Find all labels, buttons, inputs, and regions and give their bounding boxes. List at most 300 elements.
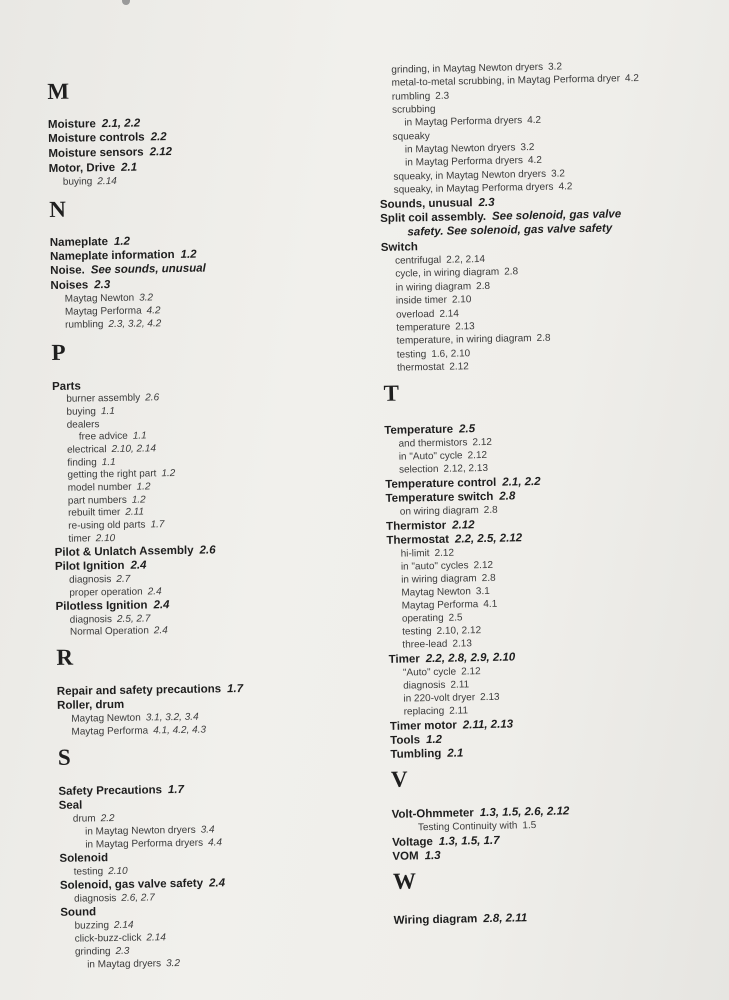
index-subterm: part numbers xyxy=(67,494,127,507)
index-subterm: squeaky, in Maytag Performa dryers xyxy=(393,181,554,196)
index-subterm: Maytag Newton xyxy=(401,586,471,599)
page-reference: 2.14 xyxy=(113,919,134,932)
page-reference: 3.1, 3.2, 3.4 xyxy=(145,711,199,724)
index-subterm: hi-limit xyxy=(400,548,430,560)
page-reference: 3.2 xyxy=(547,61,563,73)
index-term: Safety Precautions xyxy=(58,784,163,798)
index-entry xyxy=(57,684,243,698)
index-subterm: in wiring diagram xyxy=(395,281,472,294)
section-letter-text: S xyxy=(57,744,71,770)
index-subterm: on wiring diagram xyxy=(399,505,479,518)
page-reference: 4.2 xyxy=(146,305,161,317)
index-subentry xyxy=(57,713,198,725)
section-letter xyxy=(49,198,66,221)
page-reference: 1.7 xyxy=(167,783,185,797)
section-letter-text: V xyxy=(390,766,408,792)
index-subterm: Testing Continuity with xyxy=(417,820,518,834)
page-reference: 2.12 xyxy=(449,361,469,373)
index-subterm: in Maytag Performa dryers xyxy=(404,115,523,129)
index-subentry xyxy=(385,464,488,476)
page-reference: 1.2 xyxy=(136,481,151,493)
index-term: VOM xyxy=(392,850,419,863)
index-subentry xyxy=(59,825,215,837)
page-reference: 1.5 xyxy=(522,820,537,832)
index-subentry xyxy=(389,680,469,692)
index-subterm: three-lead xyxy=(402,638,448,651)
index-subentry xyxy=(60,893,155,904)
index-subentry xyxy=(55,587,161,599)
index-subentry xyxy=(56,614,151,625)
page-reference: 2.6 xyxy=(145,392,160,404)
index-subterm: squeaky xyxy=(392,130,430,143)
index-subterm: testing xyxy=(396,349,427,361)
section-letter-text: N xyxy=(49,196,67,222)
index-subterm: "Auto" cycle xyxy=(402,666,457,679)
page-reference: 2.1, 2.2 xyxy=(502,475,541,489)
index-subterm: in Maytag Newton dryers xyxy=(84,824,196,838)
index-term: Moisture xyxy=(47,118,96,131)
page-reference: 2.3 xyxy=(478,196,495,210)
index-entry xyxy=(390,735,442,747)
page-reference: 4.1, 4.2, 4.3 xyxy=(153,724,207,737)
index-subentry xyxy=(378,116,541,129)
index-term: Pilotless Ignition xyxy=(55,599,148,613)
index-subentry xyxy=(380,182,573,196)
page-reference: 2.14 xyxy=(146,932,166,944)
index-subentry xyxy=(49,177,117,188)
index-term: Moisture sensors xyxy=(48,146,144,160)
index-entry xyxy=(48,147,172,160)
page-reference: 1.7 xyxy=(227,682,244,696)
index-term: Roller, drum xyxy=(56,698,125,712)
index-subentry xyxy=(61,947,130,958)
page-reference: 2.11, 2.13 xyxy=(462,718,514,732)
index-subterm: testing xyxy=(402,626,432,638)
index-term: Solenoid, gas valve safety xyxy=(59,877,204,892)
index-subentry xyxy=(387,549,455,560)
index-entry xyxy=(48,132,167,145)
index-subterm: Maytag Performa xyxy=(401,599,479,612)
index-subterm: diagnosis xyxy=(69,574,112,586)
index-entry xyxy=(390,748,463,761)
index-term: Wiring diagram xyxy=(393,913,478,927)
index-term-continuation: safety. See solenoid, gas valve safety xyxy=(407,222,613,239)
index-subentry xyxy=(59,838,222,851)
index-subterm: diagnosis xyxy=(74,893,117,905)
page-reference: 2.10 xyxy=(108,865,128,878)
index-subterm: buzzing xyxy=(74,920,110,932)
index-term: Voltage xyxy=(392,836,433,849)
index-subterm: testing xyxy=(73,866,104,878)
page-reference: 2.10, 2.14 xyxy=(111,443,157,456)
index-subterm: rumbling xyxy=(65,319,104,331)
page-reference: 2.11 xyxy=(449,705,469,717)
index-subentry xyxy=(386,506,498,518)
index-subterm: diagnosis xyxy=(403,679,446,692)
index-subentry xyxy=(54,482,151,494)
page-reference: 2.3 xyxy=(94,279,111,292)
page-reference: 2.2 xyxy=(150,131,167,144)
index-subterm: Maytag Performa xyxy=(71,725,149,738)
index-entry xyxy=(389,652,516,666)
index-entry xyxy=(50,280,110,292)
index-subterm: selection xyxy=(398,463,439,476)
index-subentry xyxy=(390,706,469,718)
index-term: Nameplate information xyxy=(49,249,175,263)
page-reference: 1.2 xyxy=(161,468,176,480)
page-reference: 2.12 xyxy=(149,146,173,159)
page-reference: 4.2 xyxy=(558,181,573,193)
index-subentry xyxy=(382,295,472,307)
index-term: Solenoid xyxy=(59,852,109,865)
index-term: Noises xyxy=(50,279,89,292)
page-reference: 2.3, 3.2, 4.2 xyxy=(108,318,162,331)
index-entry xyxy=(385,491,515,505)
page-reference: 2.13 xyxy=(452,638,472,650)
index-subterm: buying xyxy=(66,406,97,418)
page-reference: 2.4 xyxy=(153,599,170,612)
page-reference: 2.6, 2.7 xyxy=(121,892,155,904)
page-reference: 1.3, 1.5, 2.6, 2.12 xyxy=(479,805,570,820)
index-term: Pilot & Unlatch Assembly xyxy=(54,544,194,559)
section-letter xyxy=(391,768,408,791)
index-subterm: centrifugal xyxy=(394,254,442,267)
index-subentry xyxy=(378,74,639,89)
page-reference: 1.3 xyxy=(424,849,441,863)
page-reference: 2.12 xyxy=(473,559,494,572)
index-term: Sounds, unusual xyxy=(379,197,473,211)
page-reference: 2.12, 2.13 xyxy=(443,462,489,475)
page-reference: 4.1 xyxy=(483,598,498,611)
index-entry xyxy=(384,424,475,437)
page-reference: 2.5, 2.7 xyxy=(116,613,151,625)
index-subentry xyxy=(61,959,180,971)
index-subentry xyxy=(392,821,537,834)
index-subentry xyxy=(60,867,128,878)
index-term: Sound xyxy=(60,906,97,919)
page-reference: 2.8 xyxy=(481,572,496,585)
page-reference: 2.8 xyxy=(483,504,498,517)
section-letter-text: T xyxy=(383,380,400,406)
index-subentry xyxy=(379,156,542,169)
index-subterm: thermostat xyxy=(396,361,445,374)
page-reference: 2.14 xyxy=(439,308,459,320)
page-reference: 2.12 xyxy=(434,547,455,559)
index-entry xyxy=(386,533,522,547)
index-subterm: temperature xyxy=(396,321,451,334)
index-entry xyxy=(50,264,206,278)
index-term: Temperature xyxy=(384,423,454,437)
page-reference: 2.3 xyxy=(435,90,450,102)
index-entry xyxy=(60,907,96,919)
page-reference: 2.14 xyxy=(97,175,117,188)
index-subentry xyxy=(54,534,115,545)
index-subterm: cycle, in wiring diagram xyxy=(395,266,500,280)
page-reference: 1.2 xyxy=(180,248,197,261)
page-reference: 1.3, 1.5, 1.7 xyxy=(438,834,500,848)
index-subterm: Maytag Newton xyxy=(64,292,135,305)
section-letter-text: M xyxy=(47,78,70,104)
index-subentry xyxy=(381,282,490,294)
index-term: Nameplate xyxy=(49,236,109,249)
page-reference: 3.4 xyxy=(200,824,215,836)
page-reference: 2.5 xyxy=(458,423,476,436)
page-reference: 1.7 xyxy=(150,519,165,531)
index-subterm: temperature, in wiring diagram xyxy=(396,333,532,347)
section-letter xyxy=(58,746,71,769)
index-term: Temperature control xyxy=(385,476,497,491)
index-subterm: in Maytag dryers xyxy=(87,958,162,971)
index-subentry xyxy=(59,814,115,825)
index-subterm: replacing xyxy=(403,705,445,718)
index-entry xyxy=(60,878,225,892)
page-reference: 2.3 xyxy=(115,945,130,958)
index-entry xyxy=(386,520,475,533)
index-subterm: getting the right part xyxy=(67,468,157,481)
index-subentry xyxy=(60,921,133,932)
index-subentry xyxy=(387,587,490,599)
page-reference: 2.8, 2.11 xyxy=(483,912,528,926)
index-subterm: in Maytag Newton dryers xyxy=(404,142,516,156)
index-subentry xyxy=(54,495,146,506)
section-letter xyxy=(383,382,399,405)
index-subterm: electrical xyxy=(66,444,107,456)
page-reference: 1.2 xyxy=(131,494,146,506)
index-subterm: scrubbing xyxy=(392,103,436,116)
index-entry xyxy=(50,250,197,264)
page-reference: 2.13 xyxy=(480,691,500,704)
index-subterm: proper operation xyxy=(69,586,143,599)
index-subentry xyxy=(61,933,166,945)
index-subentry xyxy=(57,726,206,738)
index-entry-continuation xyxy=(380,224,612,240)
index-term: Tools xyxy=(390,734,421,747)
index-subentry xyxy=(385,451,487,463)
index-term: Thermistor xyxy=(386,519,447,533)
index-subterm: operating xyxy=(401,612,444,625)
index-subentry xyxy=(53,431,147,442)
section-letter-text: W xyxy=(392,868,417,894)
index-entry xyxy=(392,836,500,850)
section-letter xyxy=(51,341,65,364)
page-reference: 2.11 xyxy=(125,506,145,518)
index-subentry xyxy=(382,309,459,320)
page-reference: 3.2 xyxy=(165,958,181,970)
index-subentry xyxy=(52,407,115,418)
index-subentry xyxy=(384,438,492,450)
index-subterm: metal-to-metal scrubbing, in Maytag Performa dryer xyxy=(391,73,621,89)
page-reference: 4.2 xyxy=(527,114,542,127)
index-subterm: model number xyxy=(67,481,132,494)
page-reference: 3.2 xyxy=(520,141,535,154)
index-term: Thermostat xyxy=(386,533,450,547)
index-subterm: buying xyxy=(62,176,93,188)
index-subentry xyxy=(379,143,535,156)
index-term: Noise. xyxy=(50,264,85,277)
page-reference: 1.6, 2.10 xyxy=(431,348,471,361)
index-subterm: in Maytag Performa dryers xyxy=(405,155,524,169)
index-subentry xyxy=(388,626,481,638)
index-subterm: re-using old parts xyxy=(68,519,146,532)
page-reference: 2.13 xyxy=(455,321,475,333)
page-reference: 2.8 xyxy=(499,490,516,503)
page-reference: 1.1 xyxy=(101,456,116,469)
index-subentry xyxy=(389,667,481,679)
index-subterm: overload xyxy=(395,308,435,321)
index-subentry xyxy=(51,293,154,305)
index-subterm: in wiring diagram xyxy=(401,573,477,586)
index-entry xyxy=(49,163,138,176)
page-reference: 2.2, 2.5, 2.12 xyxy=(454,532,523,546)
page-reference: 2.8 xyxy=(536,332,551,344)
index-term: Moisture controls xyxy=(48,131,145,145)
index-entry xyxy=(381,242,418,254)
index-entry xyxy=(55,600,169,613)
index-term: Tumbling xyxy=(390,747,442,761)
index-subterm: in "auto" cycles xyxy=(400,560,469,573)
print-mark xyxy=(122,0,130,5)
index-entry xyxy=(59,801,83,813)
index-subterm: free advice xyxy=(78,430,128,443)
index-subentry xyxy=(382,322,475,334)
page-reference: 2.12 xyxy=(461,666,481,678)
index-subentry xyxy=(381,255,485,267)
page-reference: 1.1 xyxy=(132,430,147,442)
index-term: Repair and safety precautions xyxy=(56,683,222,698)
page-reference: 2.1, 2.2 xyxy=(101,117,141,131)
index-subterm: Normal Operation xyxy=(69,625,149,638)
index-subentry xyxy=(53,444,156,456)
index-subentry xyxy=(389,693,499,705)
index-term: Temperature switch xyxy=(385,490,494,505)
index-subterm: timer xyxy=(68,533,91,545)
index-entry xyxy=(390,720,513,734)
index-subterm: diagnosis xyxy=(69,614,113,626)
index-entry xyxy=(392,851,440,863)
index-subterm: burner assembly xyxy=(66,392,141,405)
see-reference: See solenoid, gas valve xyxy=(491,208,622,223)
page-reference: 3.1 xyxy=(475,585,490,598)
page-reference: 2.5 xyxy=(448,612,463,624)
index-term: Switch xyxy=(380,241,418,254)
index-term: Pilot Ignition xyxy=(54,559,125,573)
page-reference: 3.2 xyxy=(550,168,566,180)
index-term: Timer motor xyxy=(389,719,457,733)
section-letter xyxy=(47,80,69,103)
index-subentry xyxy=(51,306,161,318)
section-letter xyxy=(393,869,416,892)
index-entry xyxy=(392,806,570,821)
index-term: Split coil assembly. xyxy=(380,210,487,225)
index-entry xyxy=(385,477,541,491)
page-reference: 3.2 xyxy=(139,292,154,304)
index-subterm: Maytag Performa xyxy=(64,305,142,318)
index-subentry xyxy=(53,458,116,469)
index-subentry xyxy=(378,105,436,116)
index-entry xyxy=(55,560,147,573)
index-entry xyxy=(52,382,81,394)
index-subterm: grinding, in Maytag Newton dryers xyxy=(391,61,544,76)
index-subentry xyxy=(388,639,472,651)
section-letter-text: P xyxy=(51,339,66,365)
index-subterm: rumbling xyxy=(391,90,431,103)
index-subentry xyxy=(388,600,498,612)
page-reference: 2.12 xyxy=(452,519,475,532)
index-subterm: dealers xyxy=(66,419,100,431)
page-reference: 4.4 xyxy=(208,837,223,849)
index-subterm: drum xyxy=(72,813,96,825)
page-reference: 2.7 xyxy=(116,573,131,585)
index-subentry xyxy=(379,132,430,143)
index-subentry xyxy=(56,626,168,638)
index-subentry xyxy=(54,508,144,519)
index-entry xyxy=(57,700,124,713)
index-subterm: Maytag Newton xyxy=(71,712,141,725)
index-term: Parts xyxy=(51,380,81,393)
page-reference: 2.12 xyxy=(472,436,493,449)
index-entry xyxy=(59,853,108,865)
index-subentry xyxy=(51,319,161,331)
page-reference: 2.1 xyxy=(447,747,464,760)
index-subentry xyxy=(387,574,496,586)
index-subterm: inside timer xyxy=(395,294,448,307)
index-entry xyxy=(50,237,130,250)
section-letter-text: R xyxy=(56,644,74,670)
page-reference: 2.4 xyxy=(153,625,168,637)
index-subentry xyxy=(377,62,562,76)
page-reference: 2.8 xyxy=(504,266,519,278)
page-reference: 2.8 xyxy=(476,280,491,293)
section-letter xyxy=(56,646,73,669)
page-reference: 1.2 xyxy=(425,733,443,747)
page-reference: 2.2 xyxy=(100,813,115,825)
page-reference: 2.4 xyxy=(147,586,162,598)
page-reference: 2.10 xyxy=(95,532,116,545)
index-subentry xyxy=(53,469,175,481)
index-entry xyxy=(48,119,140,132)
index-entry xyxy=(394,913,528,927)
page-reference: 1.1 xyxy=(100,405,115,418)
index-subentry xyxy=(388,613,463,624)
page-reference: 2.10 xyxy=(451,294,472,306)
page-reference: 1.2 xyxy=(113,235,131,248)
index-subentry xyxy=(54,520,164,532)
index-term: Seal xyxy=(58,799,83,812)
index-term: Volt-Ohmmeter xyxy=(391,807,474,821)
index-entry xyxy=(55,545,216,559)
index-subentry xyxy=(387,561,493,573)
page-reference: 4.2 xyxy=(624,72,639,85)
index-subterm: rebuilt timer xyxy=(67,506,121,519)
index-term: Motor, Drive xyxy=(48,161,116,175)
index-subentry xyxy=(52,393,159,405)
index-subentry xyxy=(378,92,449,103)
page-reference: 2.2, 2.8, 2.9, 2.10 xyxy=(425,651,516,666)
page-reference: 2.6 xyxy=(199,544,216,557)
index-subentry xyxy=(383,362,469,374)
index-subterm: in 220-volt dryer xyxy=(403,692,476,705)
page-reference: 2.4 xyxy=(208,877,226,890)
page-reference: 2.1 xyxy=(121,161,138,174)
see-reference: See sounds, unusual xyxy=(90,262,206,277)
index-subterm: grinding xyxy=(74,946,111,958)
index-subentry xyxy=(381,267,518,280)
page-reference: 4.2 xyxy=(527,154,542,167)
page-reference: 2.4 xyxy=(130,559,147,572)
index-subentry xyxy=(55,575,130,586)
index-subterm: squeaky, in Maytag Newton dryers xyxy=(393,168,547,183)
index-subterm: in "Auto" cycle xyxy=(398,450,463,463)
